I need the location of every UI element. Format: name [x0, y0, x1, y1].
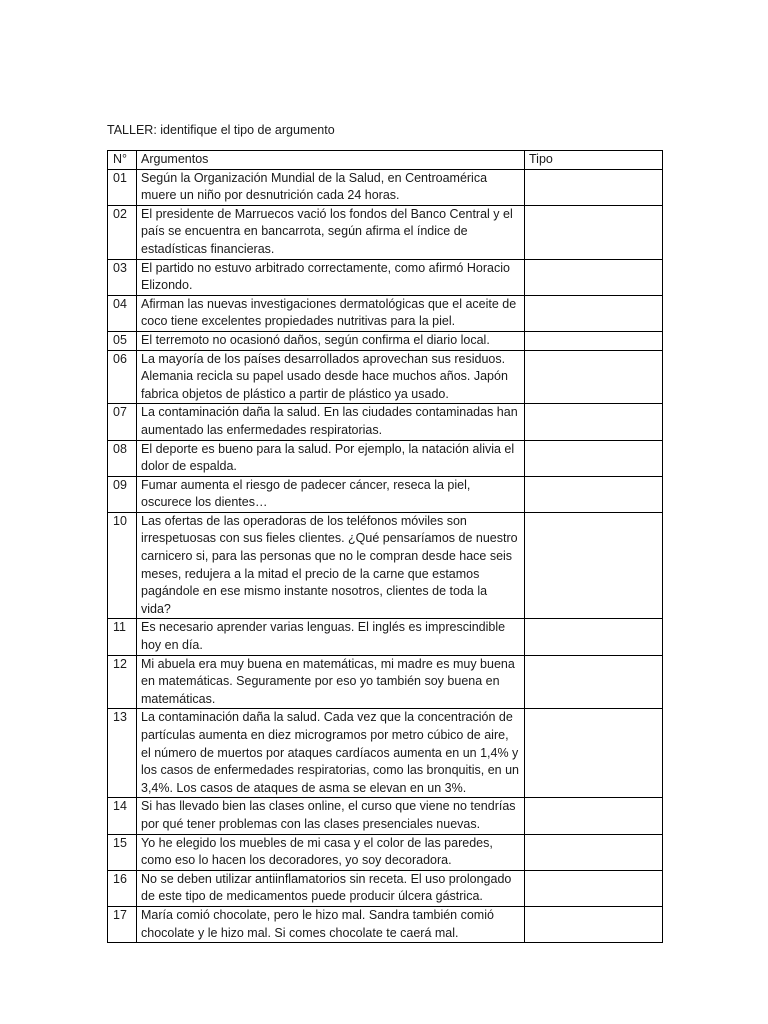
table-row — [108, 205, 663, 259]
table-row — [108, 259, 663, 295]
table-row — [108, 404, 663, 440]
document-title: TALLER: identifique el tipo de argumento — [107, 123, 335, 137]
argument-text: La contaminación daña la salud. En las ciudades contaminadas han aumentado las enfermedades respiratorias. — [137, 404, 525, 440]
tipo-cell[interactable] — [525, 709, 663, 798]
row-number: 15 — [108, 834, 137, 870]
argument-text: El partido no estuvo arbitrado correctamente, como afirmó Horacio Elizondo. — [137, 259, 525, 295]
row-number: 14 — [108, 798, 137, 834]
argument-text: Afirman las nuevas investigaciones dermatológicas que el aceite de coco tiene excelentes propiedades nutritivas para la piel. — [137, 295, 525, 331]
argument-text: Fumar aumenta el riesgo de padecer cáncer, reseca la piel, oscurece los dientes… — [137, 476, 525, 512]
table-row — [108, 619, 663, 655]
table-header-row — [108, 151, 663, 170]
row-number: 11 — [108, 619, 137, 655]
argument-text: Según la Organización Mundial de la Salud, en Centroamérica muere un niño por desnutrición cada 24 horas. — [137, 169, 525, 205]
table-row — [108, 476, 663, 512]
row-number: 16 — [108, 870, 137, 906]
tipo-cell[interactable] — [525, 906, 663, 942]
table-row — [108, 350, 663, 404]
argument-text: No se deben utilizar antiinflamatorios sin receta. El uso prolongado de este tipo de medicamentos puede producir úlcera gástrica. — [137, 870, 525, 906]
row-number: 04 — [108, 295, 137, 331]
header-tipo: Tipo — [525, 151, 663, 170]
tipo-cell[interactable] — [525, 331, 663, 350]
header-argumentos: Argumentos — [137, 151, 525, 170]
tipo-cell[interactable] — [525, 350, 663, 404]
tipo-cell[interactable] — [525, 259, 663, 295]
row-number: 07 — [108, 404, 137, 440]
argument-text: Yo he elegido los muebles de mi casa y el color de las paredes, como eso lo hacen los decoradores, yo soy decoradora. — [137, 834, 525, 870]
tipo-cell[interactable] — [525, 205, 663, 259]
argument-text: La contaminación daña la salud. Cada vez que la concentración de partículas aumenta en diez microgramos por metro cúbico de aire, el número de muertos por ataques cardíacos aumenta en un 1,4% y los casos de enfermedades respiratorias, como las bronquitis, en un 3,4%. Los casos de ataques de asma se elevan en un 3%. — [137, 709, 525, 798]
argument-text: María comió chocolate, pero le hizo mal. Sandra también comió chocolate y le hizo mal. Si comes chocolate te caerá mal. — [137, 906, 525, 942]
table-row — [108, 798, 663, 834]
table-row — [108, 834, 663, 870]
table-row — [108, 331, 663, 350]
tipo-cell[interactable] — [525, 512, 663, 619]
row-number: 17 — [108, 906, 137, 942]
row-number: 06 — [108, 350, 137, 404]
argument-text: Si has llevado bien las clases online, el curso que viene no tendrías por qué tener problemas con las clases presenciales nuevas. — [137, 798, 525, 834]
arguments-table — [107, 150, 663, 943]
table-row — [108, 709, 663, 798]
tipo-cell[interactable] — [525, 834, 663, 870]
tipo-cell[interactable] — [525, 169, 663, 205]
row-number: 01 — [108, 169, 137, 205]
row-number: 12 — [108, 655, 137, 709]
tipo-cell[interactable] — [525, 619, 663, 655]
argument-text: El terremoto no ocasionó daños, según confirma el diario local. — [137, 331, 525, 350]
tipo-cell[interactable] — [525, 295, 663, 331]
tipo-cell[interactable] — [525, 655, 663, 709]
row-number: 08 — [108, 440, 137, 476]
header-num: N° — [108, 151, 137, 170]
argument-text: El presidente de Marruecos vació los fondos del Banco Central y el país se encuentra en bancarrota, según afirma el índice de estadísticas financieras. — [137, 205, 525, 259]
table-row — [108, 512, 663, 619]
row-number: 09 — [108, 476, 137, 512]
tipo-cell[interactable] — [525, 798, 663, 834]
table-row — [108, 870, 663, 906]
argument-text: La mayoría de los países desarrollados aprovechan sus residuos. Alemania recicla su papel usado desde hace muchos años. Japón fabrica objetos de plástico a partir de plástico ya usado. — [137, 350, 525, 404]
argument-text: Las ofertas de las operadoras de los teléfonos móviles son irrespetuosas con sus fieles clientes. ¿Qué pensaríamos de nuestro carnicero si, para las personas que no le compran desde hace seis meses, redujera a la mitad el precio de la carne que estamos pagándole en ese mismo instante nosotros, clientes de toda la vida? — [137, 512, 525, 619]
row-number: 05 — [108, 331, 137, 350]
argument-text: Mi abuela era muy buena en matemáticas, mi madre es muy buena en matemáticas. Seguramente por eso yo también soy buena en matemáticas. — [137, 655, 525, 709]
table-row — [108, 655, 663, 709]
table-row — [108, 295, 663, 331]
argument-text: Es necesario aprender varias lenguas. El inglés es imprescindible hoy en día. — [137, 619, 525, 655]
tipo-cell[interactable] — [525, 440, 663, 476]
tipo-cell[interactable] — [525, 404, 663, 440]
table-row — [108, 169, 663, 205]
table-row — [108, 906, 663, 942]
row-number: 13 — [108, 709, 137, 798]
table-row — [108, 440, 663, 476]
row-number: 10 — [108, 512, 137, 619]
row-number: 03 — [108, 259, 137, 295]
row-number: 02 — [108, 205, 137, 259]
tipo-cell[interactable] — [525, 870, 663, 906]
argument-text: El deporte es bueno para la salud. Por ejemplo, la natación alivia el dolor de espalda. — [137, 440, 525, 476]
tipo-cell[interactable] — [525, 476, 663, 512]
